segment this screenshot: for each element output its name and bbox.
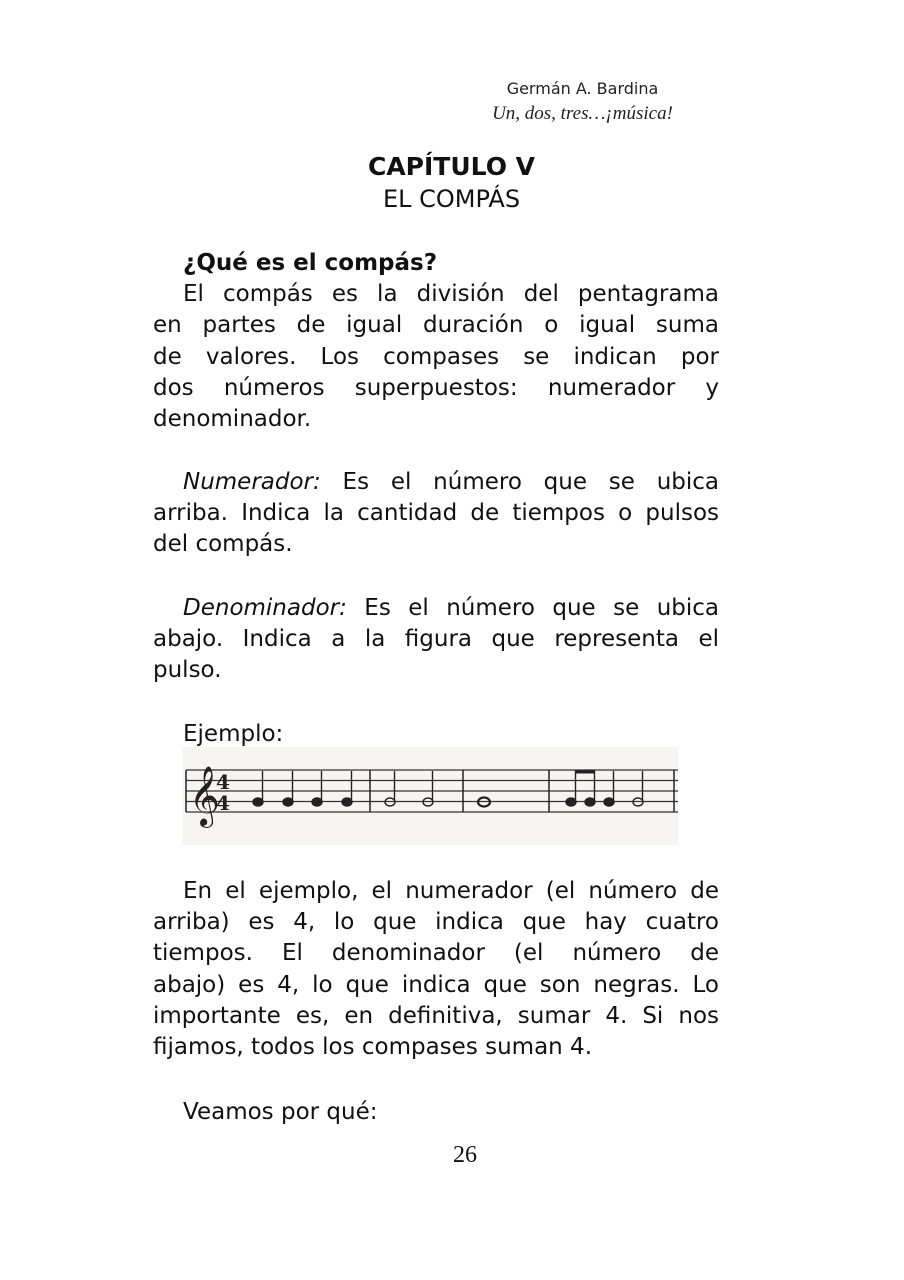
- quarter-note: [604, 771, 614, 806]
- text-line: arriba) es 4, lo que indica que hay cuatro: [153, 909, 719, 936]
- music-staff-example: [182, 747, 678, 845]
- text-line: del compás.: [153, 531, 293, 558]
- staff-svg: [182, 747, 678, 845]
- text-line: dos números superpuestos: numerador y: [153, 374, 719, 401]
- text-line: abajo) es 4, lo que indica que son negras. Lo: [153, 971, 719, 998]
- text-line: [153, 467, 719, 498]
- time-signature-numerator: 4: [216, 770, 230, 794]
- running-header-author: Germán A. Bardina: [506, 79, 659, 98]
- quarter-note: [312, 771, 322, 806]
- numerador-paragraph: [153, 467, 719, 561]
- text-span: Es el número que se ubica: [320, 469, 719, 495]
- text-line: importante es, en definitiva, sumar 4. Si nos: [153, 1002, 719, 1029]
- running-header-book-title: Un, dos, tres…¡música!: [492, 103, 673, 124]
- text-line: abajo. Indica a la figura que representa el: [153, 626, 719, 653]
- denominador-paragraph: [153, 593, 719, 687]
- page-number: 26: [453, 1142, 477, 1168]
- text-line: de valores. Los compases se indican por: [153, 343, 719, 370]
- quarter-note: [283, 771, 293, 806]
- term-denominador: Denominador:: [183, 595, 347, 621]
- closing-line: Veamos por qué:: [183, 1099, 378, 1125]
- text-line: En el ejemplo, el numerador (el número de: [183, 878, 719, 904]
- treble-clef-icon: 𝄞: [189, 766, 220, 826]
- text-line: en partes de igual duración o igual suma: [153, 312, 719, 339]
- text-line: [153, 593, 719, 624]
- text-span: Es el número que se ubica: [346, 595, 719, 621]
- text-line: pulso.: [153, 657, 222, 684]
- intro-section: [153, 248, 719, 435]
- half-note: [633, 771, 643, 806]
- chapter-number: CAPÍTULO V: [367, 152, 536, 181]
- eighth-note-pair: [566, 770, 595, 806]
- half-note: [423, 771, 433, 806]
- quarter-note: [253, 771, 263, 806]
- example-label: Ejemplo:: [183, 721, 284, 747]
- example-label-block: [153, 719, 719, 750]
- time-signature-denominator: 4: [216, 791, 230, 815]
- text-line: El compás es la división del pentagrama: [183, 281, 719, 308]
- section-heading: ¿Qué es el compás?: [183, 250, 438, 276]
- text-line: tiempos. El denominador (el número de: [153, 940, 719, 967]
- text-line: denominador.: [153, 405, 312, 432]
- quarter-note: [342, 771, 352, 806]
- term-numerador: Numerador:: [183, 469, 321, 495]
- text-line: arriba. Indica la cantidad de tiempos o pulsos: [153, 500, 719, 527]
- chapter-title: EL COMPÁS: [382, 185, 521, 213]
- explanation-paragraph: [153, 876, 719, 1063]
- text-line: fijamos, todos los compases suman 4.: [153, 1033, 592, 1060]
- half-note: [385, 771, 395, 806]
- closing-paragraph: [153, 1097, 719, 1128]
